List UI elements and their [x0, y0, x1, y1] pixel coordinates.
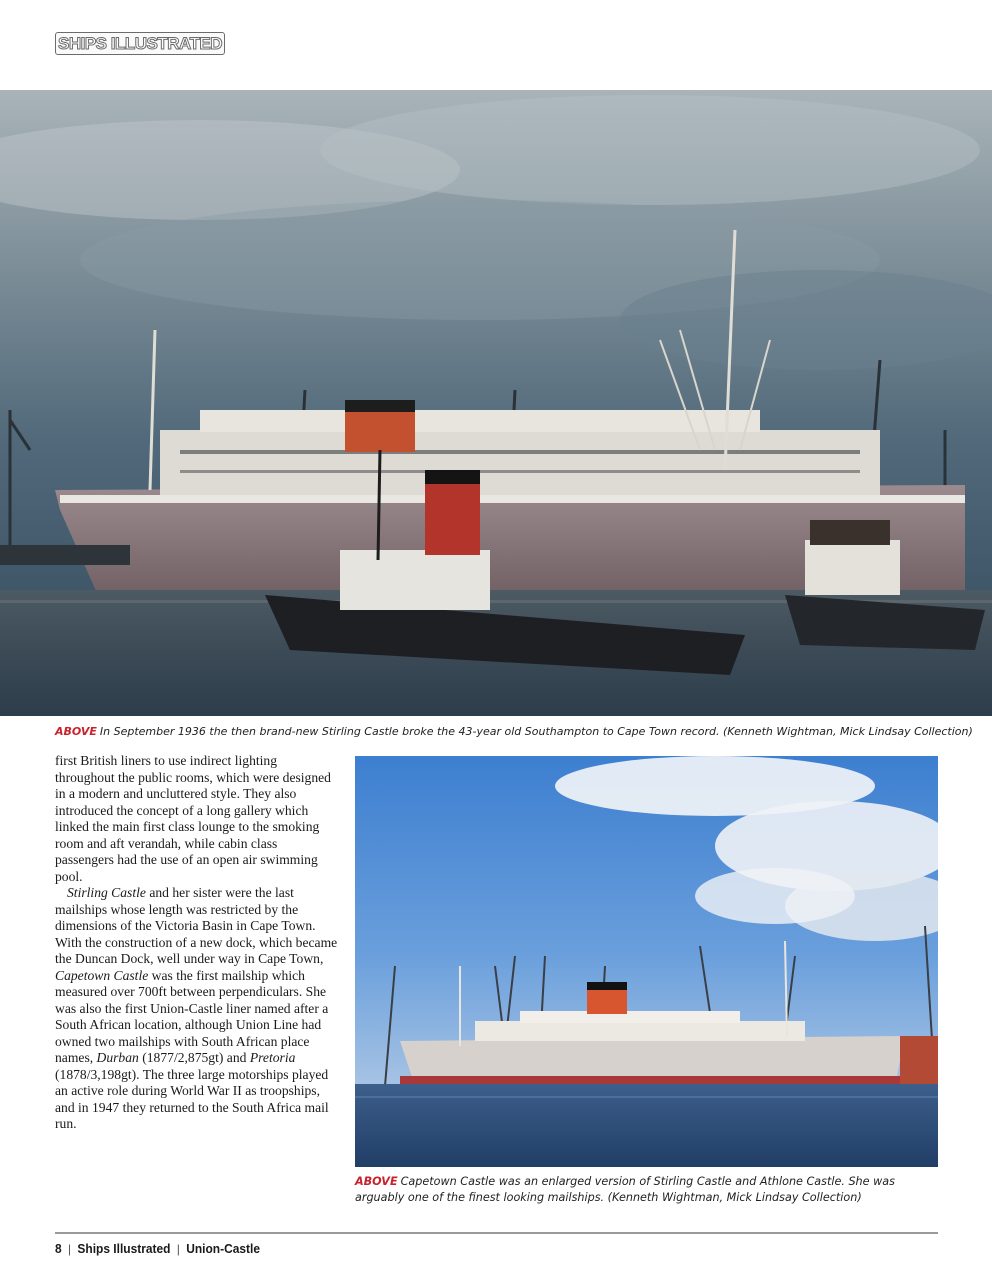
caption-text: In September 1936 the then brand-new Stirling Castle broke the 43-year old Southampton to Cape Town record. (Kenneth Wightman, Mick Lindsay Collection) [99, 725, 973, 738]
caption-tag: ABOVE [55, 725, 97, 738]
section-name: Union-Castle [186, 1241, 260, 1256]
body-paragraph-1: first British liners to use indirect lighting throughout the public rooms, which were designed in a modern and uncluttered style. They also introduced the concept of a long gallery which linked the main first class lounge to the smoking room and aft verandah, while cabin class passengers had the use of an open air swimming pool. [55, 753, 331, 884]
ship-photo-icon [355, 756, 938, 1167]
capetown-castle-photo [355, 756, 938, 1167]
stirling-castle-photo [0, 90, 992, 716]
footer-rule [55, 1232, 938, 1234]
ship-name: Stirling Castle [67, 885, 146, 900]
footer-separator: | [68, 1241, 71, 1256]
masthead-logo: SHIPS ILLUSTRATED [55, 32, 225, 55]
body-text-run: (1877/2,875gt) and [138, 1050, 250, 1065]
page-footer [55, 1241, 260, 1256]
ship-photo-icon [0, 90, 992, 716]
caption-tag: ABOVE [355, 1175, 398, 1188]
footer-separator: | [176, 1241, 180, 1256]
body-paragraph-2 [55, 885, 338, 1133]
caption-text: Capetown Castle was an enlarged version of Stirling Castle and Athlone Castle. She was arguably one of the finest looking mailships. (Kenneth Wightman, Mick Lindsay Collection) [355, 1175, 895, 1204]
side-photo-caption [355, 1174, 940, 1206]
page-number: 8 [55, 1241, 62, 1256]
body-text-run: and her sister were the last mailships whose length was restricted by the dimensions of the Victoria Basin in Cape Town. With the construction of a new dock, which became the Duncan Dock, well under way in Cape Town, [55, 885, 338, 966]
ship-name: Capetown Castle [55, 967, 149, 983]
body-text-run: (1878/3,198gt). The three large motorships played an active role during World War II as troopships, and in 1947 they returned to the South Africa mail run. [55, 1066, 329, 1131]
ship-name: Pretoria [249, 1050, 296, 1065]
body-text-run: was the first mailship which measured over 700ft between perpendiculars. She was also the first Union-Castle liner named after a South African location, although Union Line had owned two mailships with South African place names, [55, 967, 329, 1065]
article-body [55, 753, 338, 1133]
ship-name: Durban [96, 1050, 139, 1065]
top-photo-caption [55, 724, 973, 740]
magazine-name: Ships Illustrated [77, 1241, 171, 1256]
